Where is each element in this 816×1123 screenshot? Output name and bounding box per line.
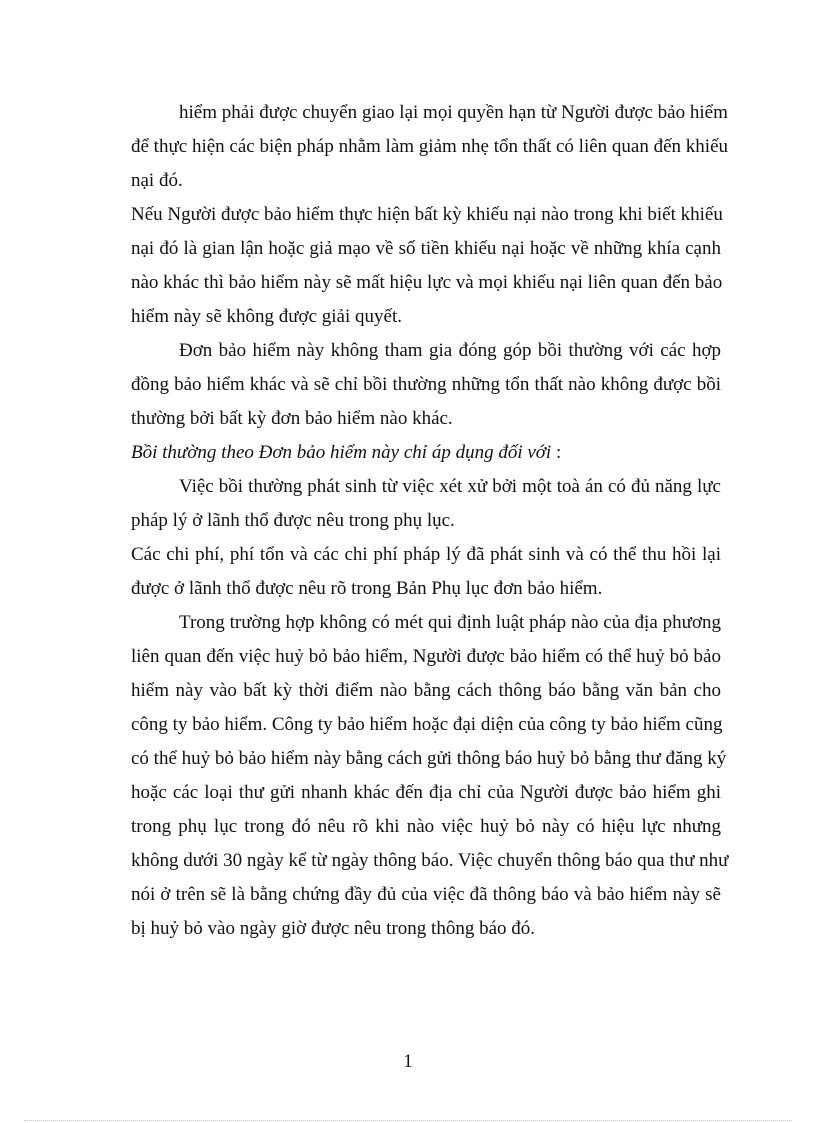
- text-line-content: Trong trường hợp không có mét qui định luật pháp nào của địa phương: [179, 612, 721, 633]
- text-line: [131, 402, 721, 436]
- text-line: [131, 368, 721, 402]
- text-line-content: nói ở trên sẽ là bằng chứng đầy đủ của việc đã thông báo và bảo hiểm này sẽ: [131, 884, 721, 905]
- body-text: [131, 96, 729, 946]
- text-line: [131, 878, 721, 912]
- text-line-content: hiểm này vào bất kỳ thời điểm nào bằng cách thông báo bằng văn bản cho: [131, 680, 721, 701]
- text-line-content: Các chi phí, phí tổn và các chi phí pháp lý đã phát sinh và có thể thu hồi lại: [131, 544, 721, 565]
- text-line-content: trong phụ lục trong đó nêu rõ khi nào việc huỷ bỏ này có hiệu lực nhưng: [131, 816, 721, 837]
- text-line: [131, 266, 721, 300]
- text-line-content: không dưới 30 ngày kể từ ngày thông báo. Việc chuyển thông báo qua thư như: [131, 850, 729, 871]
- text-line: [131, 334, 721, 368]
- page-bottom-divider: [24, 1120, 792, 1121]
- text-line: [131, 504, 721, 538]
- text-line-content: hoặc các loại thư gửi nhanh khác đến địa chỉ của Người được bảo hiểm ghi: [131, 782, 721, 803]
- text-line: [131, 708, 721, 742]
- text-line: [131, 606, 721, 640]
- text-line-suffix: :: [551, 442, 562, 463]
- text-line: [131, 232, 721, 266]
- text-line-content: liên quan đến việc huỷ bỏ bảo hiểm, Người được bảo hiểm có thể huỷ bỏ bảo: [131, 646, 721, 667]
- page-number: 1: [403, 1051, 413, 1072]
- text-line: [131, 844, 729, 878]
- text-line: [131, 810, 721, 844]
- text-line-content: hiểm phải được chuyển giao lại mọi quyền hạn từ Người được bảo hiểm: [179, 102, 728, 123]
- text-line: [131, 674, 721, 708]
- text-line-content: nại đó là gian lận hoặc giả mạo về số tiền khiếu nại hoặc về những khía cạnh: [131, 238, 721, 259]
- text-line-content: Đơn bảo hiểm này không tham gia đóng góp bồi thường với các hợp: [179, 340, 721, 361]
- text-line-content: công ty bảo hiểm. Công ty bảo hiểm hoặc đại diện của công ty bảo hiểm cũng: [131, 714, 723, 735]
- text-line-content: pháp lý ở lãnh thổ được nêu trong phụ lục.: [131, 510, 455, 531]
- text-line-content: Nếu Người được bảo hiểm thực hiện bất kỳ khiếu nại nào trong khi biết khiếu: [131, 204, 723, 225]
- text-line: [131, 572, 721, 606]
- text-line: [131, 198, 721, 232]
- text-line: [131, 436, 721, 470]
- text-line: [131, 640, 721, 674]
- text-line: [131, 470, 721, 504]
- text-line-content: có thể huỷ bỏ bảo hiểm này bằng cách gửi thông báo huỷ bỏ bằng thư đăng ký: [131, 748, 727, 769]
- text-line-content: Việc bồi thường phát sinh từ việc xét xử bởi một toà án có đủ năng lực: [179, 476, 721, 497]
- text-line: [131, 742, 727, 776]
- text-line-content: hiểm này sẽ không được giải quyết.: [131, 306, 402, 327]
- text-line-content: nại đó.: [131, 170, 183, 191]
- text-line: [131, 130, 728, 164]
- text-line-content: nào khác thì bảo hiểm này sẽ mất hiệu lực và mọi khiếu nại liên quan đến bảo: [131, 272, 723, 293]
- text-line-content: để thực hiện các biện pháp nhằm làm giảm nhẹ tổn thất có liên quan đến khiếu: [131, 136, 728, 157]
- text-line: [131, 776, 721, 810]
- text-line-content: được ở lãnh thổ được nêu rõ trong Bản Phụ lục đơn bảo hiểm.: [131, 578, 603, 599]
- text-line-content: thường bởi bất kỳ đơn bảo hiểm nào khác.: [131, 408, 453, 429]
- text-line-content: bị huỷ bỏ vào ngày giờ được nêu trong thông báo đó.: [131, 918, 536, 939]
- text-line: [131, 538, 721, 572]
- text-line-content: đồng bảo hiểm khác và sẽ chỉ bồi thường những tổn thất nào không được bồi: [131, 374, 721, 395]
- text-line: [131, 164, 721, 198]
- text-line-content: Bồi thường theo Đơn bảo hiểm này chỉ áp dụng đối với: [131, 442, 552, 463]
- text-line: [131, 300, 721, 334]
- text-line: [131, 96, 728, 130]
- text-line: [131, 912, 721, 946]
